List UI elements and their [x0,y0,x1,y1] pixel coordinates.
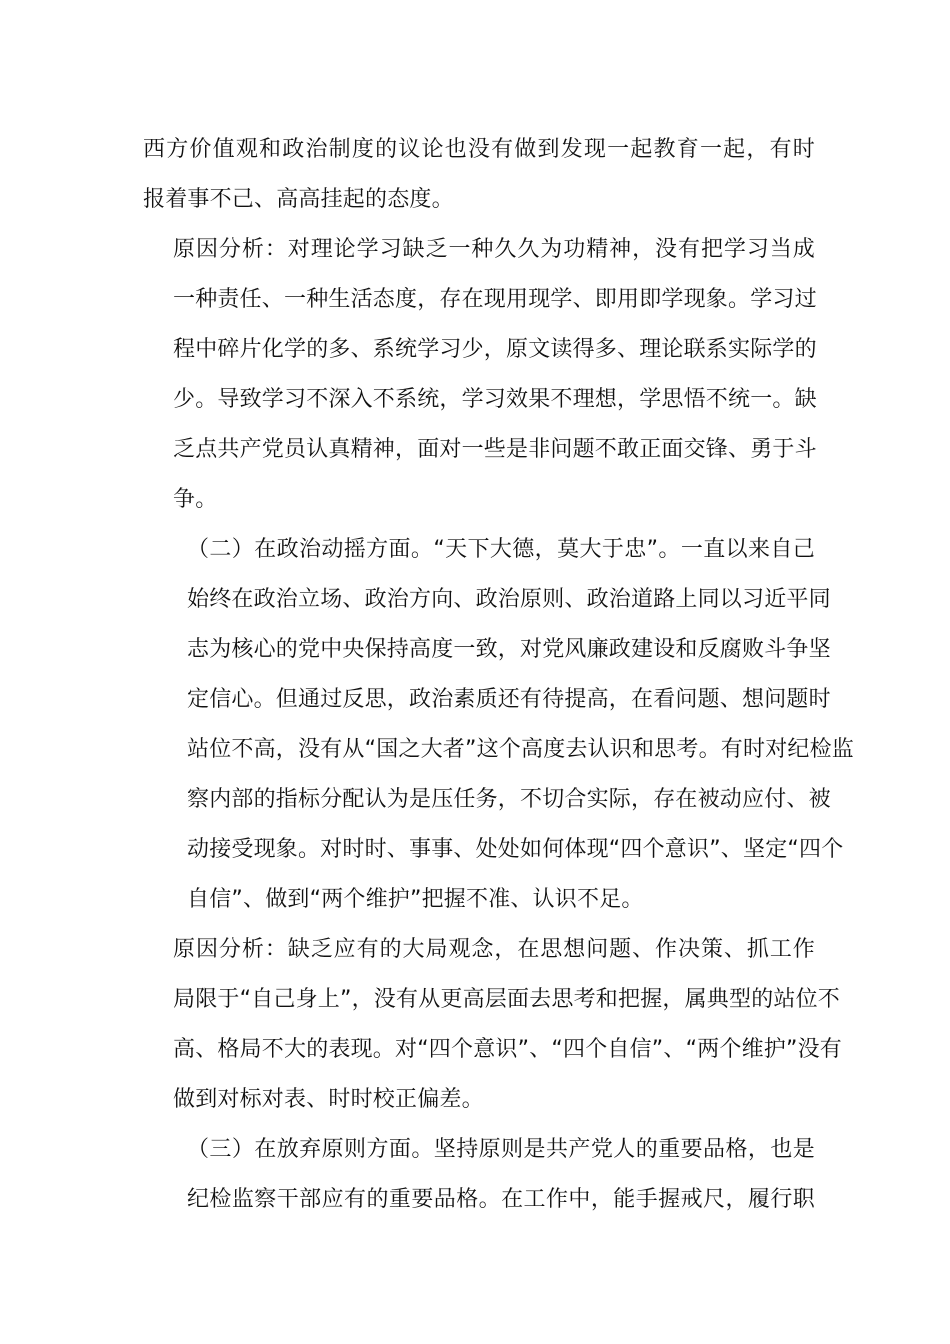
paragraph-section-2 [143,525,854,925]
text-line: 一种责任、一种生活态度，存在现用现学、即用即学现象。学习过 [173,287,817,312]
document-body [143,125,854,1225]
paragraph-cause-analysis-1 [143,225,815,525]
text-line: 志为核心的党中央保持高度一致，对党风廉政建设和反腐败斗争坚 [187,637,831,662]
text-line: 少。导致学习不深入不系统，学习效果不理想，学思悟不统一。缺 [173,387,817,412]
text-line: 动接受现象。对时时、事事、处处如何体现“四个意识”、坚定“四个 [187,837,844,862]
text-line: 站位不高，没有从“国之大者”这个高度去认识和思考。有时对纪检监 [187,737,854,762]
text-line: 原因分析：对理论学习缺乏一种久久为功精神，没有把学习当成 [173,237,815,262]
text-line: 做到对标对表、时时校正偏差。 [173,1087,484,1112]
text-line: 报着事不己、高高挂起的态度。 [143,187,454,212]
text-line: 始终在政治立场、政治方向、政治原则、政治道路上同以习近平同 [187,587,831,612]
text-line: 争。 [173,487,218,512]
text-line: 乏点共产党员认真精神，面对一些是非问题不敢正面交锋、勇于斗 [173,437,817,462]
text-line: 纪检监察干部应有的重要品格。在工作中，能手握戒尺，履行职 [187,1187,815,1212]
text-line: （三）在放弃原则方面。坚持原则是共产党人的重要品格，也是 [187,1137,815,1162]
text-line: 高、格局不大的表现。对“四个意识”、“四个自信”、“两个维护”没有 [173,1037,842,1062]
text-line: 程中碎片化学的多、系统学习少，原文读得多、理论联系实际学的 [173,337,817,362]
paragraph-continuation [143,125,815,225]
text-line: 定信心。但通过反思，政治素质还有待提高，在看问题、想问题时 [187,687,831,712]
text-line: 原因分析：缺乏应有的大局观念，在思想问题、作决策、抓工作 [173,937,815,962]
text-line: 自信”、做到“两个维护”把握不准、认识不足。 [187,887,644,912]
paragraph-section-3 [143,1125,815,1225]
text-line: 局限于“自己身上”，没有从更高层面去思考和把握，属典型的站位不 [173,987,840,1012]
text-line: （二）在政治动摇方面。“天下大德，莫大于忠”。一直以来自己 [187,537,815,562]
paragraph-cause-analysis-2 [143,925,842,1125]
text-line: 察内部的指标分配认为是压任务，不切合实际，存在被动应付、被 [187,787,831,812]
text-line: 西方价值观和政治制度的议论也没有做到发现一起教育一起，有时 [143,137,815,162]
